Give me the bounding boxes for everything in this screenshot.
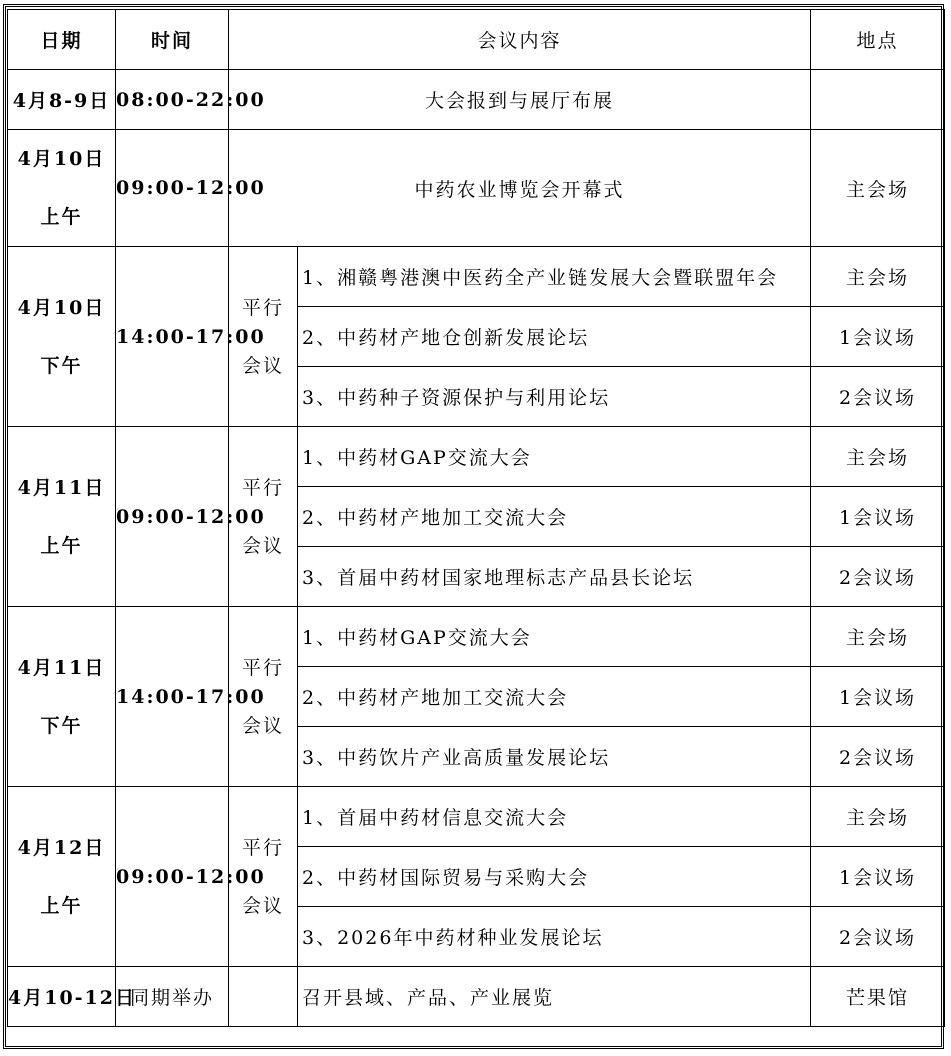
date-period: 上午: [40, 894, 83, 917]
venue-cell: 2会议场: [811, 727, 945, 787]
header-date: 日期: [8, 10, 116, 70]
date-period: 上午: [40, 534, 83, 557]
content-cell: 3、中药饮片产业高质量发展论坛: [298, 727, 811, 787]
table-row: [8, 967, 945, 1027]
session-type-line: 平行: [241, 296, 284, 319]
date-cell: [8, 607, 116, 787]
content-cell: 2、中药材产地加工交流大会: [298, 667, 811, 727]
date-period: 下午: [40, 714, 83, 737]
venue-cell: [811, 70, 945, 130]
content-cell: 1、首届中药材信息交流大会: [298, 787, 811, 847]
session-type-line: 平行: [241, 476, 284, 499]
conference-schedule-table: [7, 9, 945, 1027]
time-cell: 09:00-12:00: [116, 130, 229, 247]
session-type-line: 会议: [241, 354, 284, 377]
venue-cell: 主会场: [811, 787, 945, 847]
date-period: 下午: [40, 354, 83, 377]
content-cell: 1、中药材GAP交流大会: [298, 427, 811, 487]
time-cell: 08:00-22:00: [116, 70, 229, 130]
content-cell: 1、中药材GAP交流大会: [298, 607, 811, 667]
session-type-line: 会议: [241, 894, 284, 917]
date-line: 4月12日: [17, 836, 106, 859]
header-content: 会议内容: [229, 10, 811, 70]
content-cell: 2、中药材产地仓创新发展论坛: [298, 307, 811, 367]
table-row: [8, 607, 945, 667]
content-cell: 1、湘赣粤港澳中医药全产业链发展大会暨联盟年会: [298, 247, 811, 307]
venue-cell: 主会场: [811, 130, 945, 247]
table-row: [8, 787, 945, 847]
date-cell: [8, 787, 116, 967]
content-cell: 中药农业博览会开幕式: [229, 130, 811, 247]
session-type-cell: [229, 967, 298, 1027]
date-line: 4月11日: [17, 476, 106, 499]
content-cell: 3、2026年中药材种业发展论坛: [298, 907, 811, 967]
table-row: [8, 130, 945, 247]
date-cell: [8, 427, 116, 607]
venue-cell: 主会场: [811, 607, 945, 667]
venue-cell: 1会议场: [811, 847, 945, 907]
venue-cell: 1会议场: [811, 667, 945, 727]
venue-cell: 主会场: [811, 427, 945, 487]
date-period: 上午: [40, 206, 83, 228]
content-cell: 3、首届中药材国家地理标志产品县长论坛: [298, 547, 811, 607]
date-cell: 4月8-9日: [8, 70, 116, 130]
table-row: [8, 427, 945, 487]
time-cell: 14:00-17:00: [116, 607, 229, 787]
date-line: 4月11日: [17, 656, 106, 679]
session-type-line: 平行: [241, 836, 284, 859]
time-cell: 14:00-17:00: [116, 247, 229, 427]
time-cell: 09:00-12:00: [116, 787, 229, 967]
session-type-line: 会议: [241, 714, 284, 737]
content-cell: 2、中药材产地加工交流大会: [298, 487, 811, 547]
venue-cell: 主会场: [811, 247, 945, 307]
content-cell: 2、中药材国际贸易与采购大会: [298, 847, 811, 907]
venue-cell: 1会议场: [811, 307, 945, 367]
venue-cell: 2会议场: [811, 547, 945, 607]
date-cell: [8, 247, 116, 427]
header-time: 时间: [116, 10, 229, 70]
date-line: 4月10日: [17, 148, 106, 170]
date-cell: [8, 130, 116, 247]
date-line: 4月10日: [17, 296, 106, 319]
venue-cell: 2会议场: [811, 907, 945, 967]
venue-cell: 2会议场: [811, 367, 945, 427]
time-cell: 09:00-12:00: [116, 427, 229, 607]
date-cell: 4月10-12日: [8, 967, 116, 1027]
table-row: [8, 70, 945, 130]
session-type-line: 会议: [241, 534, 284, 557]
content-cell: 3、中药种子资源保护与利用论坛: [298, 367, 811, 427]
session-type-line: 平行: [241, 656, 284, 679]
content-cell: 召开县域、产品、产业展览: [298, 967, 811, 1027]
time-cell: 同期举办: [116, 967, 229, 1027]
venue-cell: 芒果馆: [811, 967, 945, 1027]
venue-cell: 1会议场: [811, 487, 945, 547]
table-row: [8, 247, 945, 307]
header-venue: 地点: [811, 10, 945, 70]
content-cell: 大会报到与展厅布展: [229, 70, 811, 130]
header-row: [8, 10, 945, 70]
